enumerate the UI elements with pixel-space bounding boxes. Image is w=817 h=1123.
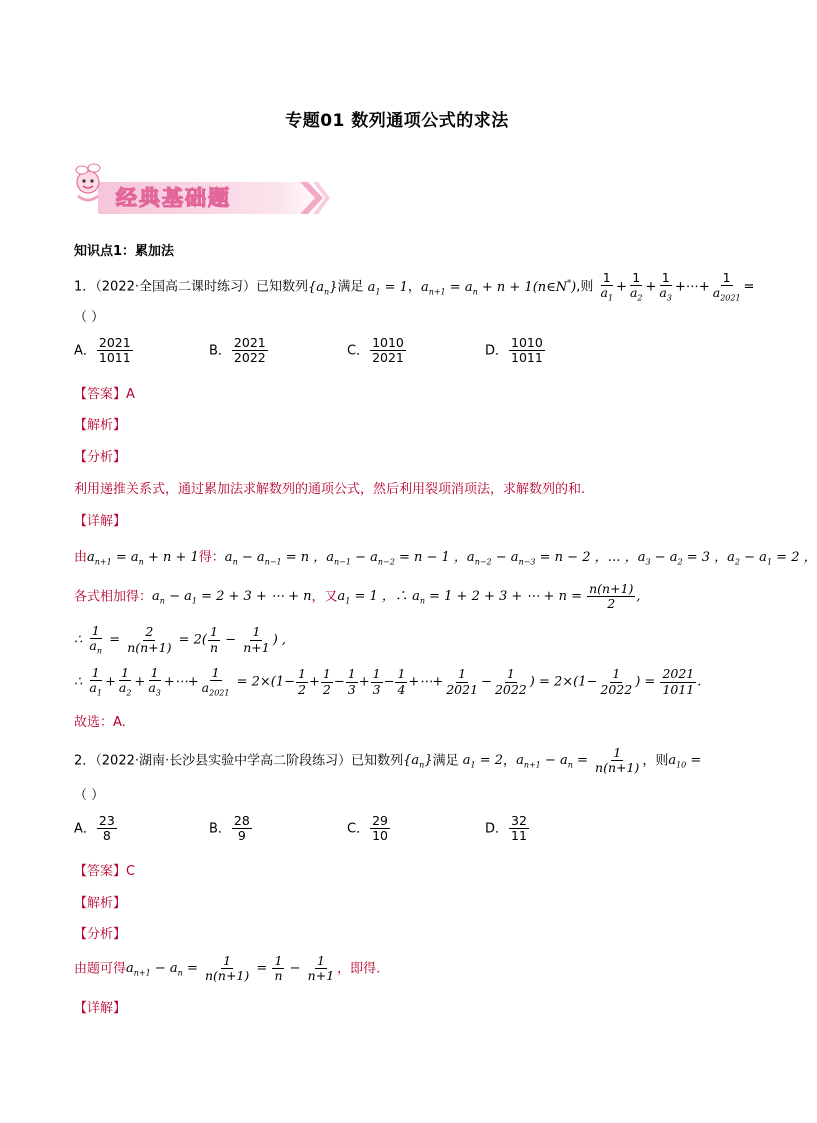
question-2-option-d: D． $\frac{32}{11}$: [485, 813, 527, 844]
question-2-option-a: A． $\frac{23}{8}$: [74, 813, 115, 844]
question-1-option-d: D． $\frac{1010}{1011}$: [485, 335, 543, 366]
question-2-stem: 2．（2022·湖南·长沙县实验中学高二阶段练习）已知数列$\{a_n\}$满足 $a_1 = 2$，$a_{n+1} - a_n$ = $\frac{1}{n(n+1)}$ ，则$a_{10}$ =: [74, 745, 702, 776]
question-2-analysis-heading: 【解析】: [74, 896, 127, 911]
question-1-detail-line-1: 由$a_{n+1} = a_n + n + 1$得：$a_n - a_{n-1} = n$ ，$a_{n-1} - a_{n-2} = n - 1$ ，$a_{n-2} - a_{n-3} = n - 2$ ，… ，$a_3 - a_2 = 3$ ，$a_2 - a_1 = 2$ ，: [74, 550, 817, 567]
question-2-detail-heading: 【详解】: [74, 1001, 127, 1016]
question-2-fenxi-heading: 【分析】: [74, 927, 127, 942]
question-1-stem: 1．（2022·全国高二课时练习）已知数列$\{a_n\}$满足 $a_1 = 1$，$a_{n+1} = a_n + n$ + 1(n∈N*),则 $\frac{1}{a_1}$ + $\frac{1}{a_2}$ + $\frac{1}{a_3}$ +⋯+ $\frac{1}{a_{2021}}$ =: [74, 270, 755, 303]
page-title: 专题01 数列通项公式的求法: [285, 111, 509, 131]
question-1-detail-line-4: ∴ $\frac{1}{a_1}$ + $\frac{1}{a_2}$ + $\frac{1}{a_3}$ +⋯+ $\frac{1}{a_{2021}}$ = 2×(1− $\frac{1}{2}$ + $\frac{1}{2}$ − $\frac{1}{3}$ + $\frac{1}{3}$ − $\frac{1}{4}$ +⋯+ $\frac{1}{2021}$ − $\frac{1}{2022}$ ) = 2×(1− $\frac{1}{2022}$ ) = $\frac{2021}{1011}$ .: [74, 665, 702, 698]
question-1-option-b: B． $\frac{2021}{2022}$: [209, 335, 266, 366]
question-1-prefix: 1．（2022·全国高二课时练习）已知数列: [74, 279, 308, 295]
question-1-choose: 故选：A.: [74, 715, 126, 730]
question-1-option-c: C． $\frac{1010}{2021}$: [347, 335, 404, 366]
question-2-fenxi-text: 由题可得$a_{n+1} - a_n$ = $\frac{1}{n(n+1)}$ = $\frac{1}{n}$ − $\frac{1}{n+1}$ ，即得.: [74, 953, 381, 984]
question-1-answer: 【答案】A: [74, 387, 135, 402]
question-1-fenxi-text: 利用递推关系式，通过累加法求解数列的通项公式，然后利用裂项消项法，求解数列的和.: [74, 482, 586, 497]
question-2-option-b: B． $\frac{28}{9}$: [209, 813, 250, 844]
question-1-analysis-heading: 【解析】: [74, 418, 127, 433]
question-1-blank: （ ）: [74, 310, 105, 325]
knowledge-point-heading: 知识点1：累加法: [74, 244, 175, 259]
question-1-option-a: A． $\frac{2021}{1011}$: [74, 335, 131, 366]
banner-label: 经典基础题: [116, 186, 231, 210]
question-1-detail-heading: 【详解】: [74, 514, 127, 529]
question-1-detail-line-2: 各式相加得：$a_n - a_1 = 2 + 3$ + ⋯ + n，又$a_1 = 1$ ，∴ $a_n = 1 + 2 + 3$ + ⋯ + n = $\frac{n(n+1)}{2}$ ,: [74, 581, 641, 612]
question-2-blank: （ ）: [74, 788, 105, 803]
question-1-detail-line-3: ∴ $\frac{1}{a_n}$ = $\frac{2}{n(n+1)}$ = 2( $\frac{1}{n}$ − $\frac{1}{n+1}$ ) ,: [74, 623, 287, 656]
section-banner: [68, 160, 328, 220]
question-2-option-c: C． $\frac{29}{10}$: [347, 813, 388, 844]
question-1-fenxi-heading: 【分析】: [74, 450, 127, 465]
question-1-mid: 满足: [337, 279, 364, 295]
question-2-answer: 【答案】C: [74, 864, 136, 879]
